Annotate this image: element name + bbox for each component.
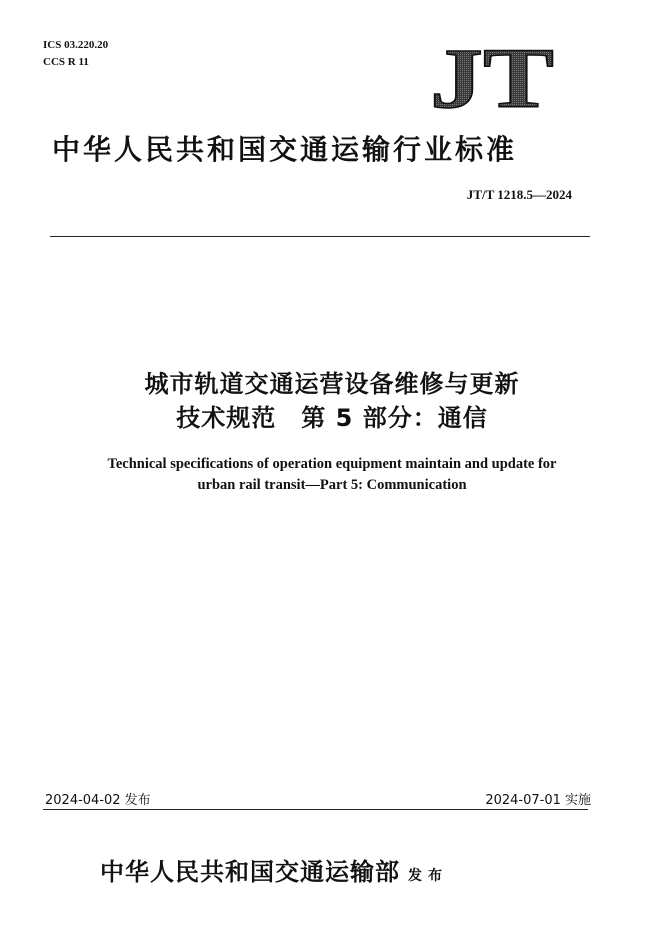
ics-code: ICS 03.220.20 [43, 39, 109, 51]
english-title-line-1: Technical specifications of operation equipment maintain and update for [107, 456, 557, 472]
top-divider [50, 236, 590, 237]
bottom-divider [43, 809, 588, 810]
logo-text: JT [430, 40, 554, 112]
publisher-line [100, 852, 448, 887]
standard-number: JT/T 1218.5—2024 [466, 187, 572, 202]
english-title-line-2: urban rail transit—Part 5: Communication [197, 477, 467, 493]
publish-label: 发布 [408, 868, 448, 884]
issue-date: 2024-04-02 发布 [45, 793, 151, 808]
ccs-code: CCS R 11 [43, 56, 89, 68]
chinese-title-line-2: 技术规范 第 5 部分：通信 [176, 404, 488, 432]
publisher-name: 中华人民共和国交通运输部 [100, 858, 400, 886]
jt-logo [428, 40, 556, 112]
industry-standard-title: 中华人民共和国交通运输行业标准 [52, 133, 518, 166]
implementation-date: 2024-07-01 实施 [485, 793, 591, 808]
chinese-title-line-1: 城市轨道交通运营设备维修与更新 [144, 370, 520, 398]
